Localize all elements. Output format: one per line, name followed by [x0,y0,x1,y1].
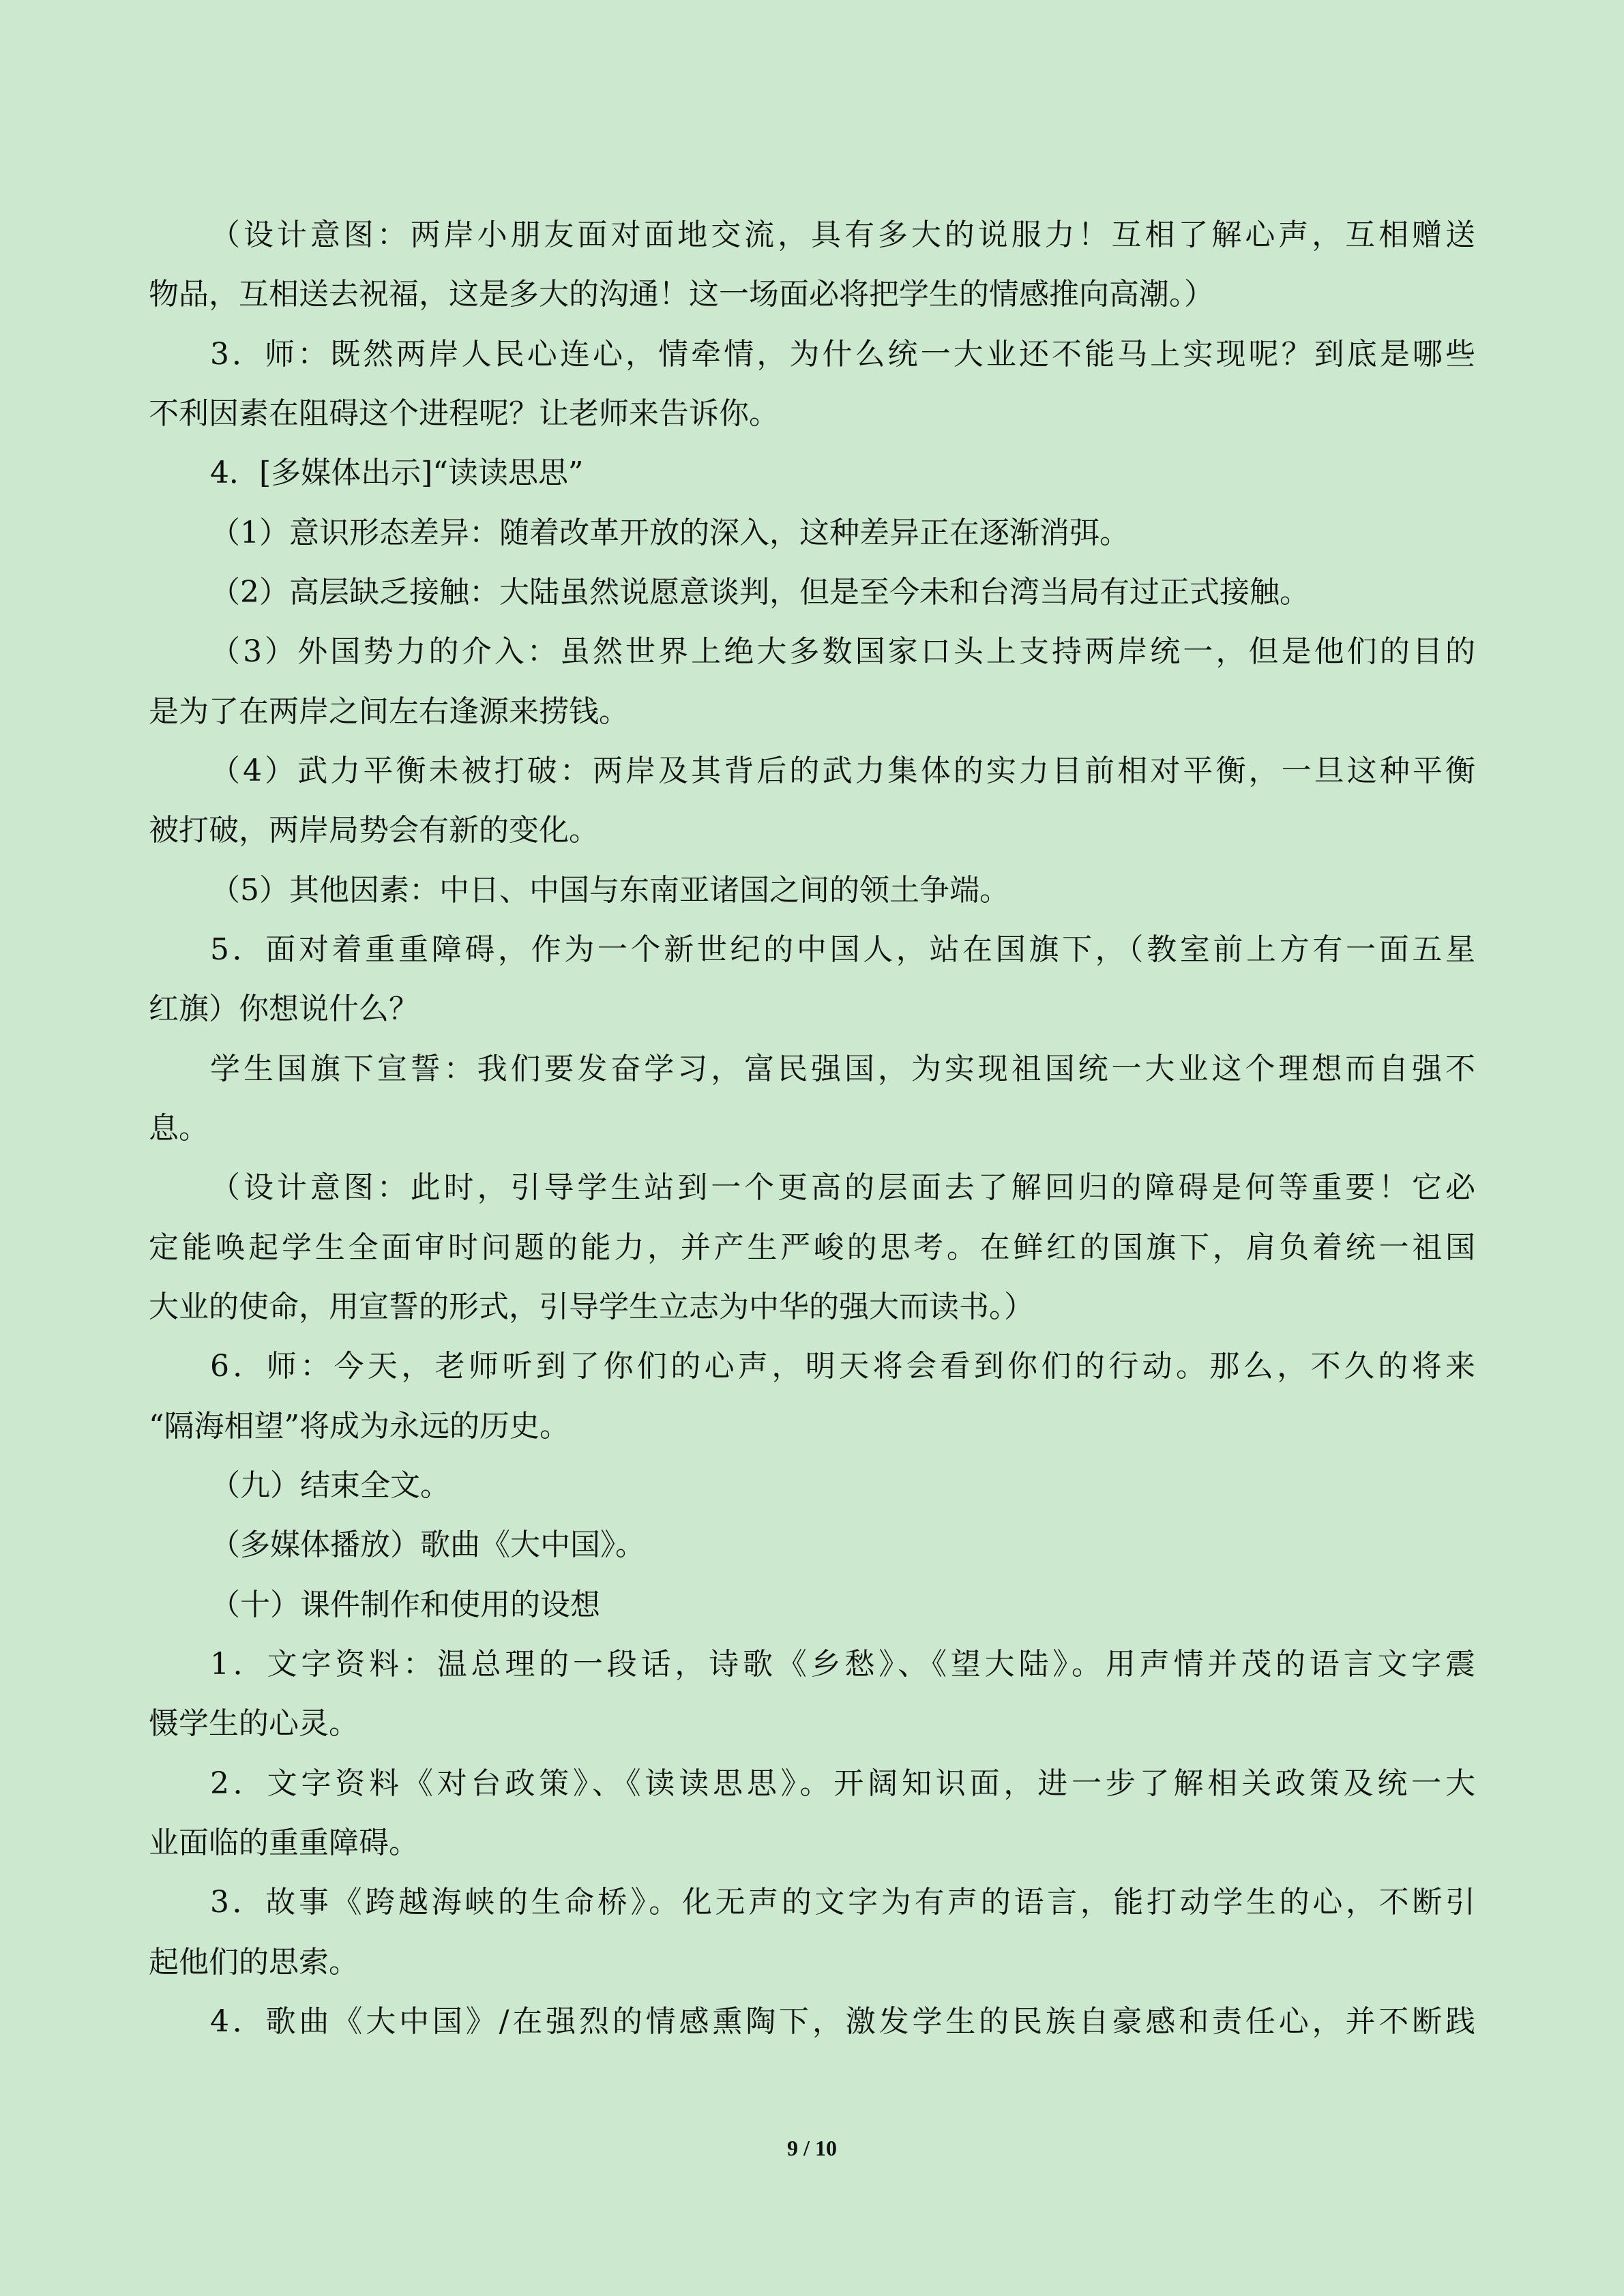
text-line: 大业的使命，用宣誓的形式，引导学生立志为中华的强大而读书。） [149,1289,1034,1324]
text-line: 是为了在两岸之间左右逢源来捞钱。 [149,694,629,729]
text-line: 6．师：今天，老师听到了你们的心声，明天将会看到你们的行动。那么，不久的将来 [210,1349,1475,1384]
text-line: （多媒体播放）歌曲《大中国》。 [210,1527,645,1562]
text-line: 息。 [149,1111,209,1146]
text-line: 1．文字资料：温总理的一段话，诗歌《乡愁》、《望大陆》。用声情并茂的语言文字震 [210,1647,1475,1682]
text-line: （十）课件制作和使用的设想 [210,1587,600,1622]
text-line: 被打破，两岸局势会有新的变化。 [149,813,599,848]
text-line: （九）结束全文。 [210,1468,450,1503]
text-line: （设计意图：两岸小朋友面对面地交流，具有多大的说服力！互相了解心声，互相赠送 [210,218,1475,252]
text-line: （设计意图：此时，引导学生站到一个更高的层面去了解回归的障碍是何等重要！它必 [210,1170,1475,1205]
text-line: 物品，互相送去祝福，这是多大的沟通！这一场面必将把学生的情感推向高潮。） [149,277,1214,312]
page-number: 9 / 10 [787,2136,837,2160]
text-line: 2．文字资料《对台政策》、《读读思思》。开阔知识面，进一步了解相关政策及统一大 [210,1766,1475,1801]
text-line: 业面临的重重障碍。 [149,1825,419,1860]
text-line: 红旗）你想说什么？ [149,992,419,1026]
text-line: 慑学生的心灵。 [149,1706,359,1741]
text-line: （2）高层缺乏接触：大陆虽然说愿意谈判，但是至今未和台湾当局有过正式接触。 [210,575,1310,610]
text-line: 5．面对着重重障碍，作为一个新世纪的中国人，站在国旗下，（教室前上方有一面五星 [210,932,1475,967]
text-line: （5）其他因素：中日、中国与东南亚诸国之间的领土争端。 [210,873,1009,908]
text-line: （4）武力平衡未被打破：两岸及其背后的武力集体的实力目前相对平衡，一旦这种平衡 [210,754,1475,788]
text-line: 3．故事《跨越海峡的生命桥》。化无声的文字为有声的语言，能打动学生的心，不断引 [210,1885,1475,1920]
text-line: 学生国旗下宣誓：我们要发奋学习，富民强国，为实现祖国统一大业这个理想而自强不 [210,1052,1475,1086]
text-line: 不利因素在阻碍这个进程呢？让老师来告诉你。 [149,396,779,431]
text-line: “隔海相望”将成为永远的历史。 [149,1409,570,1444]
text-line: 起他们的思索。 [149,1945,359,1980]
text-line: （3）外国势力的介入：虽然世界上绝大多数国家口头上支持两岸统一，但是他们的目的 [210,634,1475,669]
text-line: 3．师：既然两岸人民心连心，情牵情，为什么统一大业还不能马上实现呢？到底是哪些 [210,337,1475,372]
text-line: 4．[多媒体出示]“读读思思” [210,456,584,490]
text-line: 4．歌曲《大中国》/在强烈的情感熏陶下，激发学生的民族自豪感和责任心，并不断践 [210,2004,1475,2039]
text-line: 定能唤起学生全面审时问题的能力，并产生严峻的思考。在鲜红的国旗下，肩负着统一祖国 [149,1230,1475,1265]
text-line: （1）意识形态差异：随着改革开放的深入，这种差异正在逐渐消弭。 [210,516,1130,550]
